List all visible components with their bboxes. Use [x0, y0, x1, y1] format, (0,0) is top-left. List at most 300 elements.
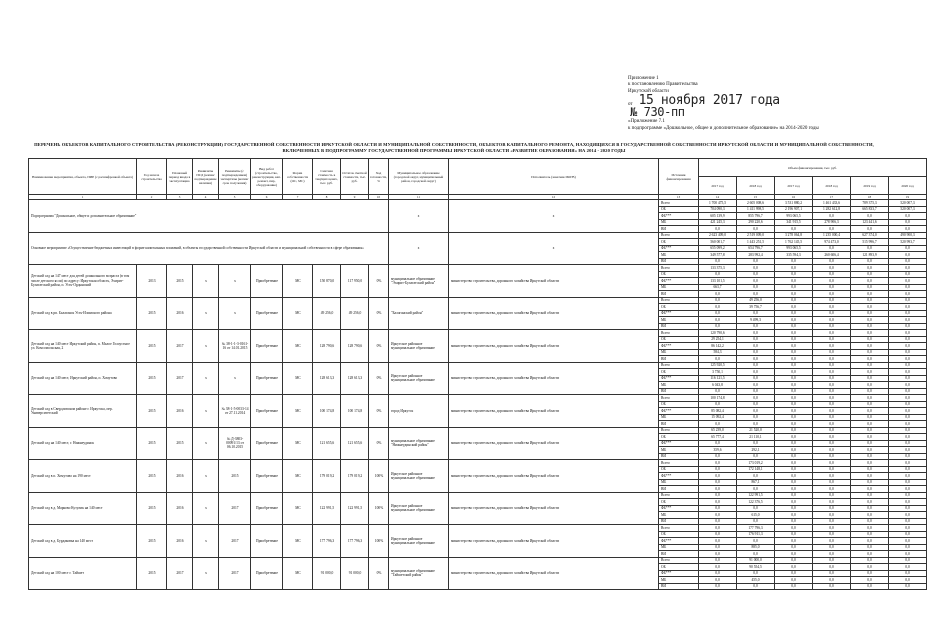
funding-value: 0,0: [851, 401, 889, 408]
object-c6: Приобретение: [251, 525, 283, 558]
object-c3: 2016: [167, 395, 193, 428]
funding-value: 0,0: [851, 226, 889, 233]
funding-source: МБ: [659, 219, 699, 226]
funding-value: 0,0: [775, 226, 813, 233]
funding-value: 0,0: [737, 336, 775, 343]
column-number: 2: [137, 195, 167, 200]
funding-value: 0,0: [699, 440, 737, 447]
column-number: 12: [449, 195, 659, 200]
object-executor: министерство строительства, дорожного хозяйства Иркутской области: [449, 265, 659, 298]
funding-value: 0,0: [889, 551, 927, 558]
funding-value: 0,0: [889, 258, 927, 265]
funding-value: 0,0: [889, 531, 927, 538]
object-executor: министерство строительства, дорожного хозяйства Иркутской области: [449, 362, 659, 395]
funding-source: ВИ: [659, 388, 699, 395]
funding-value: 0,0: [851, 570, 889, 577]
object-executor: министерство строительства, дорожного хозяйства Иркутской области: [449, 492, 659, 525]
object-c10: 0%: [369, 330, 389, 363]
funding-value: 421 245,3: [699, 219, 737, 226]
funding-value: 0,0: [851, 395, 889, 402]
objects-table-wrapper: [28, 158, 915, 628]
column-number: 6: [251, 195, 283, 200]
object-c9: 49 256,0: [341, 297, 369, 330]
funding-value: 0,0: [699, 291, 737, 298]
funding-value: 0,0: [699, 466, 737, 473]
funding-source: ФБ***: [659, 375, 699, 382]
funding-value: 0,0: [813, 310, 851, 317]
funding-value: 655 099,2: [699, 245, 737, 252]
funding-value: 0,0: [889, 375, 927, 382]
object-c8: 121 655,6: [313, 427, 341, 460]
funding-value: 0,0: [775, 434, 813, 441]
funding-value: 663,7: [699, 284, 737, 291]
object-c2: 2015: [137, 460, 167, 493]
object-c7: МС: [283, 427, 313, 460]
funding-source: Всего: [659, 557, 699, 564]
funding-value: 0,0: [775, 297, 813, 304]
object-c3: 2015: [167, 265, 193, 298]
object-municipality: Иркутское районное муниципальное образование: [389, 460, 449, 493]
funding-value: 21 110,1: [737, 434, 775, 441]
funding-value: 0,0: [889, 525, 927, 532]
object-c4: x: [193, 297, 219, 330]
funding-value: 0,0: [851, 265, 889, 272]
object-c4: x: [193, 395, 219, 428]
funding-value: 0,0: [813, 284, 851, 291]
funding-source: ФБ***: [659, 213, 699, 220]
year-header: 2019 год: [851, 177, 889, 195]
funding-value: 0,0: [775, 577, 813, 584]
funding-source: ВИ: [659, 486, 699, 493]
funding-value: 0,0: [737, 538, 775, 545]
funding-source: ВИ: [659, 453, 699, 460]
funding-value: 0,0: [851, 245, 889, 252]
object-name: Детский сад на 140 мест, Иркутский район, п. Хомутово: [29, 362, 137, 395]
funding-value: 0,0: [737, 583, 775, 590]
funding-value: 0,0: [813, 538, 851, 545]
funding-value: 0,0: [851, 343, 889, 350]
header-row: [29, 159, 927, 177]
funding-source: Всего: [659, 460, 699, 467]
object-c10: 0%: [369, 395, 389, 428]
funding-value: 0,0: [851, 512, 889, 519]
funding-value: 21 520,0: [737, 427, 775, 434]
appendix-line: Приложение 1: [628, 76, 659, 81]
funding-value: 0,0: [851, 362, 889, 369]
funding-value: 0,0: [813, 317, 851, 324]
object-c2: 2015: [137, 395, 167, 428]
funding-value: 0,0: [813, 401, 851, 408]
funding-source: Всего: [659, 427, 699, 434]
funding-value: 0,0: [813, 486, 851, 493]
funding-value: 0,0: [775, 408, 813, 415]
funding-value: 49 256,0: [737, 297, 775, 304]
funding-value: 2 623 409,0: [699, 232, 737, 239]
funding-value: 0,0: [775, 271, 813, 278]
number-stamp: № 730-пп: [630, 105, 685, 120]
funding-value: 0,0: [737, 453, 775, 460]
object-c5: № 38-1-5-0033-14 от 27.11.2014: [219, 395, 251, 428]
funding-value: 0,0: [775, 531, 813, 538]
object-c3: 2016: [167, 492, 193, 525]
object-c3: 2016: [167, 460, 193, 493]
column-number: 16: [775, 195, 813, 200]
funding-value: 1 762 145,5: [775, 239, 813, 246]
object-name: Детский сад на 100 мест г. Тайшет: [29, 557, 137, 590]
funding-value: 0,0: [699, 512, 737, 519]
funding-value: 85 082,4: [699, 408, 737, 415]
funding-value: 349 577,8: [699, 252, 737, 259]
funding-value: 0,0: [813, 271, 851, 278]
subprogram-name: Подпрограмма "Дошкольное, общее и дополнительное образование": [29, 200, 389, 233]
object-c5: № 38-1-1-3-0161-16 от 14.01.2015: [219, 330, 251, 363]
column-number: 7: [283, 195, 313, 200]
funding-value: 0,0: [775, 427, 813, 434]
object-c3: 2015: [167, 427, 193, 460]
funding-value: 627 374,0: [851, 232, 889, 239]
object-c9: 128 613,3: [341, 362, 369, 395]
funding-value: 885,0: [737, 544, 775, 551]
funding-value: 0,0: [851, 479, 889, 486]
object-c8: 177 796,3: [313, 525, 341, 558]
funding-value: 122 991,5: [737, 492, 775, 499]
funding-value: 0,0: [737, 343, 775, 350]
funding-value: 0,0: [889, 570, 927, 577]
appendix-line: Иркутской области: [628, 88, 669, 94]
funding-value: 0,0: [737, 388, 775, 395]
funding-source: ОБ: [659, 564, 699, 571]
funding-source: МБ: [659, 284, 699, 291]
funding-value: 0,0: [851, 382, 889, 389]
column-number: 1: [29, 195, 137, 200]
column-number: 17: [813, 195, 851, 200]
object-c3: 2016: [167, 525, 193, 558]
year-header: 2017 год: [699, 177, 737, 195]
funding-value: 0,0: [851, 297, 889, 304]
document-title: ПЕРЕЧЕНЬ ОБЪЕКТОВ КАПИТАЛЬНОГО СТРОИТЕЛЬСТВА (РЕКОНСТРУКЦИИ) ГОСУДАРСТВЕННОЙ СОБСТВЕННОСТИ ИРКУТСКОЙ ОБЛАСТИ И МУНИЦИПАЛЬНОЙ СОБСТВЕННОСТИ, ОБЪЕКТОВ КАПИТАЛЬНОГО РЕМОНТА, НАХОДЯЩИХСЯ В ГОСУДАРСТВЕННОЙ СОБСТВЕННОСТИ ИРКУТСКОЙ ОБЛАСТИ И МУНИЦИПАЛЬНОЙ СОБСТВЕННОСТИ, ВКЛЮЧЕННЫХ В ПОДПРОГРАММУ ГОСУДАРСТВЕННОЙ ПРОГРАММЫ ИРКУТСКОЙ ОБЛАСТИ «РАЗВИТИЕ ОБРАЗОВАНИЯ» НА 2014 - 2020 ГОДЫ: [34, 142, 874, 154]
object-executor: министерство строительства, дорожного хозяйства Иркутской области: [449, 427, 659, 460]
funding-source: ВИ: [659, 421, 699, 428]
object-executor: министерство строительства, дорожного хозяйства Иркутской области: [449, 557, 659, 590]
funding-value: 0,0: [889, 479, 927, 486]
object-c6: Приобретение: [251, 395, 283, 428]
funding-value: 0,0: [813, 427, 851, 434]
funding-value: 0,0: [889, 291, 927, 298]
funding-value: 0,0: [699, 499, 737, 506]
funding-value: 173 019,2: [737, 460, 775, 467]
funding-value: 0,0: [851, 434, 889, 441]
funding-value: 0,0: [699, 479, 737, 486]
funding-value: 0,0: [851, 447, 889, 454]
funding-value: 0,0: [851, 349, 889, 356]
funding-value: 0,0: [851, 525, 889, 532]
object-c4: x: [193, 460, 219, 493]
funding-value: 0,0: [889, 297, 927, 304]
appendix-line: к подпрограмме «Дошкольное, общее и дополнительное образование» на 2014-2020 годы: [628, 125, 819, 131]
funding-value: 0,0: [813, 505, 851, 512]
funding-value: 0,0: [889, 492, 927, 499]
funding-value: 0,0: [851, 284, 889, 291]
funding-value: 0,0: [851, 453, 889, 460]
funding-value: 0,0: [851, 278, 889, 285]
object-c4: x: [193, 492, 219, 525]
funding-source: МБ: [659, 479, 699, 486]
object-c9: 128 790,6: [341, 330, 369, 363]
funding-value: 0,0: [699, 538, 737, 545]
funding-value: 993 065,5: [775, 213, 813, 220]
funding-value: 0,0: [851, 408, 889, 415]
funding-value: 0,0: [737, 349, 775, 356]
object-c9: 121 655,6: [341, 427, 369, 460]
object-c6: Приобретение: [251, 362, 283, 395]
funding-value: 0,0: [813, 388, 851, 395]
object-c6: Приобретение: [251, 460, 283, 493]
funding-value: 0,0: [775, 310, 813, 317]
funding-value: 0,0: [851, 414, 889, 421]
year-header: 2020 год: [889, 177, 927, 195]
funding-value: 0,0: [737, 570, 775, 577]
funding-value: 0,0: [813, 362, 851, 369]
funding-value: 0,0: [813, 414, 851, 421]
funding-value: 122 376,5: [737, 499, 775, 506]
object-c10: 100%: [369, 460, 389, 493]
funding-value: 0,0: [737, 551, 775, 558]
funding-value: 100 174,8: [699, 395, 737, 402]
funding-value: 0,0: [851, 538, 889, 545]
funding-value: 133 101,5: [699, 278, 737, 285]
object-c7: МС: [283, 362, 313, 395]
funding-value: 65 239,0: [699, 427, 737, 434]
funding-value: 0,0: [813, 395, 851, 402]
object-name: Детский сад на 140 мест Иркутский район, п. Малое Голоустное ул. Комсомольская, 2: [29, 330, 137, 363]
object-c2: 2015: [137, 525, 167, 558]
funding-source: ФБ***: [659, 570, 699, 577]
year-header: 2018 год: [813, 177, 851, 195]
object-c5: 2017: [219, 492, 251, 525]
funding-value: 0,0: [737, 505, 775, 512]
funding-value: 0,0: [775, 518, 813, 525]
funding-value: 0,0: [775, 583, 813, 590]
funding-value: 0,0: [775, 330, 813, 337]
object-c8: 100 174,8: [313, 395, 341, 428]
funding-value: 0,0: [699, 583, 737, 590]
funding-source: ОБ: [659, 206, 699, 213]
funding-value: 0,0: [813, 583, 851, 590]
object-municipality: город Иркутск: [389, 395, 449, 428]
funding-value: 0,0: [775, 538, 813, 545]
funding-source: ФБ***: [659, 440, 699, 447]
funding-value: 0,0: [813, 440, 851, 447]
object-c9: 91 000,0: [341, 557, 369, 590]
object-c5: 2017: [219, 557, 251, 590]
funding-value: 0,0: [737, 408, 775, 415]
object-municipality: муниципальное образование "Эхирит-Булагатский район": [389, 265, 449, 298]
funding-value: 335 594,3: [775, 252, 813, 259]
funding-value: 0,0: [737, 284, 775, 291]
object-c4: x: [193, 525, 219, 558]
funding-source: ФБ***: [659, 505, 699, 512]
funding-value: 0,0: [775, 564, 813, 571]
funding-value: 0,0: [813, 512, 851, 519]
funding-value: 29 254,1: [699, 336, 737, 343]
object-c8: 128 790,6: [313, 330, 341, 363]
column-number: 19: [889, 195, 927, 200]
funding-value: 0,0: [699, 271, 737, 278]
object-municipality: Иркутское районное муниципальное образование: [389, 330, 449, 363]
funding-value: 0,0: [889, 473, 927, 480]
funding-value: 0,0: [889, 538, 927, 545]
object-c7: МС: [283, 460, 313, 493]
funding-value: 0,0: [775, 557, 813, 564]
funding-value: 0,0: [889, 447, 927, 454]
object-executor: министерство строительства, дорожного хозяйства Иркутской области: [449, 297, 659, 330]
object-c9: 117 950,0: [341, 265, 369, 298]
object-executor: министерство строительства, дорожного хозяйства Иркутской области: [449, 525, 659, 558]
object-c8: 150 870,0: [313, 265, 341, 298]
funding-value: 359,6: [699, 447, 737, 454]
object-c9: 100 174,8: [341, 395, 369, 428]
funding-value: 0,0: [775, 401, 813, 408]
funding-value: 3 278 064,8: [775, 232, 813, 239]
funding-value: 0,0: [699, 453, 737, 460]
funding-value: 0,0: [851, 330, 889, 337]
funding-value: 0,0: [851, 427, 889, 434]
funding-value: 0,0: [889, 362, 927, 369]
funding-value: 0,0: [851, 486, 889, 493]
funding-value: 0,0: [813, 551, 851, 558]
funding-value: 0,0: [813, 297, 851, 304]
object-c10: 0%: [369, 427, 389, 460]
year-header: 2017 год: [775, 177, 813, 195]
funding-value: 515 996,7: [851, 239, 889, 246]
funding-value: 0,0: [737, 395, 775, 402]
funding-value: 0,0: [889, 356, 927, 363]
funding-value: 0,0: [813, 453, 851, 460]
funding-source: МБ: [659, 252, 699, 259]
object-c8: 128 613,3: [313, 362, 341, 395]
funding-value: 0,0: [699, 492, 737, 499]
year-header: 2018 год: [737, 177, 775, 195]
object-name: Детский сад на 140 мест, г. Нижнеудинск: [29, 427, 137, 460]
object-c4: x: [193, 557, 219, 590]
funding-value: 0,0: [775, 414, 813, 421]
funding-value: 867,1: [737, 479, 775, 486]
funding-value: 0,0: [813, 265, 851, 272]
appendix-block: [628, 76, 898, 132]
funding-value: 0,0: [813, 291, 851, 298]
funding-source: Всего: [659, 265, 699, 272]
funding-value: 0,0: [889, 421, 927, 428]
funding-value: 974 473,0: [813, 239, 851, 246]
funding-value: 3 531 880,2: [775, 200, 813, 207]
object-c9: 177 796,3: [341, 525, 369, 558]
funding-value: 0,0: [813, 323, 851, 330]
object-c4: x: [193, 427, 219, 460]
funding-value: 0,0: [813, 577, 851, 584]
funding-value: 789 375,3: [851, 200, 889, 207]
funding-value: 176 911,3: [737, 531, 775, 538]
funding-value: 0,0: [889, 336, 927, 343]
object-c10: 0%: [369, 557, 389, 590]
funding-value: 0,0: [737, 414, 775, 421]
funding-source: ВИ: [659, 226, 699, 233]
funding-value: 0,0: [889, 544, 927, 551]
object-c6: Приобретение: [251, 297, 283, 330]
funding-value: 0,0: [775, 421, 813, 428]
funding-value: 0,0: [813, 408, 851, 415]
funding-value: 65 777,4: [699, 434, 737, 441]
funding-value: 0,0: [775, 278, 813, 285]
funding-value: 0,0: [813, 518, 851, 525]
funding-value: 0,0: [775, 258, 813, 265]
funding-value: 0,0: [813, 531, 851, 538]
object-c5: x: [219, 297, 251, 330]
object-c10: 100%: [369, 525, 389, 558]
funding-value: 0,0: [889, 265, 927, 272]
funding-value: 0,0: [889, 505, 927, 512]
funding-value: 0,0: [851, 291, 889, 298]
funding-source: ОБ: [659, 271, 699, 278]
column-header: Год начала строительства: [137, 159, 167, 195]
funding-value: 0,0: [889, 213, 927, 220]
funding-value: 0,0: [889, 577, 927, 584]
funding-value: 0,0: [889, 349, 927, 356]
column-header: Форма собственности (ОС, МС): [283, 159, 313, 195]
column-number: 3: [167, 195, 193, 200]
funding-value: 0,0: [851, 544, 889, 551]
funding-value: 2 605 008,6: [737, 200, 775, 207]
appendix-line: «Приложение 7.1: [628, 119, 665, 125]
funding-value: 1 700 475,5: [699, 200, 737, 207]
funding-source: ОБ: [659, 499, 699, 506]
funding-value: 0,0: [851, 531, 889, 538]
column-header: Исполнитель (заказчик ИОГВ): [449, 159, 659, 195]
funding-value: 0,0: [737, 330, 775, 337]
funding-value: 0,0: [737, 291, 775, 298]
funding-value: 120 790,6: [699, 330, 737, 337]
funding-source: ОБ: [659, 336, 699, 343]
object-c7: МС: [283, 525, 313, 558]
appendix-from: от: [628, 101, 633, 107]
funding-value: 1 411 998,5: [737, 206, 775, 213]
funding-value: 0,0: [699, 564, 737, 571]
funding-value: 1 461 433,6: [813, 200, 851, 207]
funding-value: 0,0: [775, 336, 813, 343]
funding-value: 2 519 009,0: [737, 232, 775, 239]
funding-value: 0,0: [699, 486, 737, 493]
column-number: 10: [369, 195, 389, 200]
funding-value: 9 499,3: [737, 317, 775, 324]
funding-value: 0,0: [889, 564, 927, 571]
object-c4: x: [193, 265, 219, 298]
funding-source: МБ: [659, 414, 699, 421]
funding-value: 0,0: [851, 460, 889, 467]
funding-value: 0,0: [851, 213, 889, 220]
object-name: Детский сад в Свердловском районе г. Иркутска, пер. Университетский: [29, 395, 137, 428]
funding-source: ФБ***: [659, 343, 699, 350]
main-event-col11: x: [389, 232, 449, 265]
funding-source: ОБ: [659, 369, 699, 376]
funding-source: МБ: [659, 349, 699, 356]
funding-value: 133 375,3: [699, 265, 737, 272]
funding-value: 0,0: [699, 356, 737, 363]
funding-value: 0,0: [813, 349, 851, 356]
funding-value: 0,0: [775, 388, 813, 395]
object-municipality: Иркутское районное муниципальное образование: [389, 362, 449, 395]
funding-value: 292,1: [737, 447, 775, 454]
object-c7: МС: [283, 265, 313, 298]
funding-value: 0,0: [813, 356, 851, 363]
